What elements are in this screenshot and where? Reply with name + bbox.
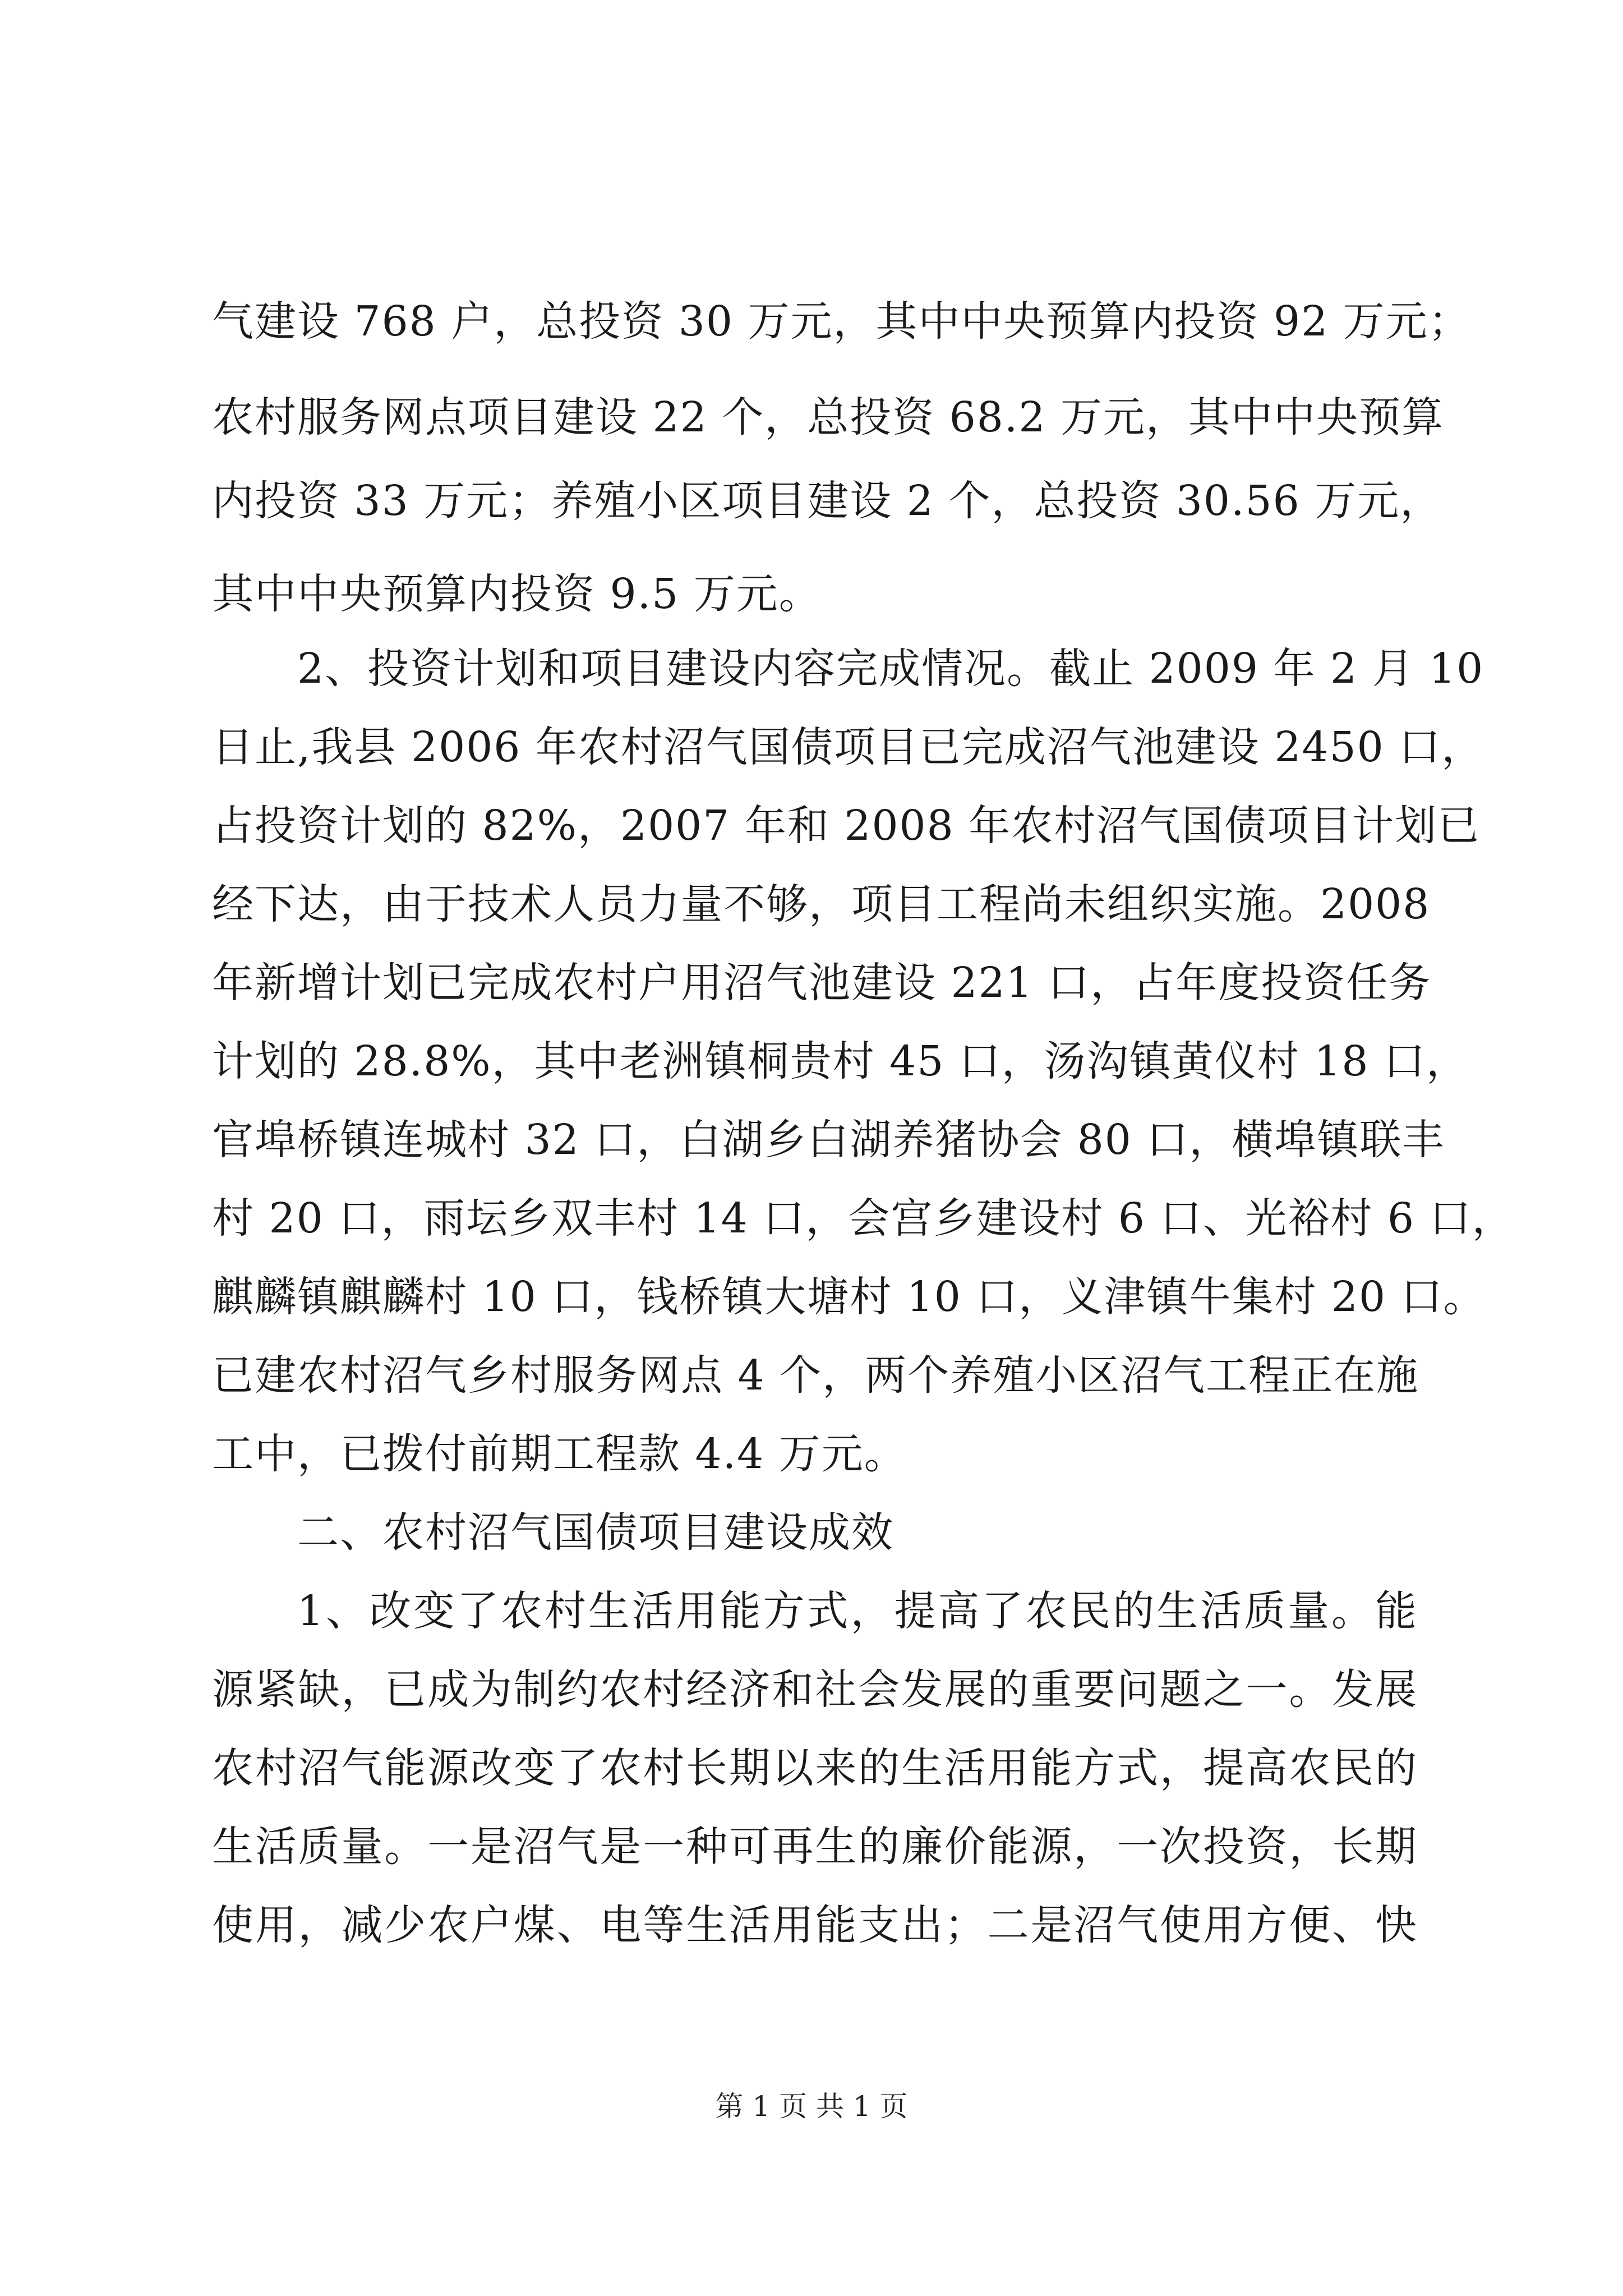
- text-line: 占投资计划的 82%，2007 年和 2008 年农村沼气国债项目计划已: [212, 802, 1481, 850]
- text-line: 计划的 28.8%，其中老洲镇桐贵村 45 口，汤沟镇黄仪村 18 口，: [212, 1037, 1469, 1085]
- paragraph-first-line: 2、投资计划和项目建设内容完成情况。截止 2009 年 2 月 10: [297, 645, 1484, 693]
- text-line: 工中，已拨付前期工程款 4.4 万元。: [212, 1430, 907, 1478]
- paragraph-first-line: 1、改变了农村生活用能方式，提高了农民的生活质量。能: [297, 1587, 1418, 1635]
- text-line: 生活质量。一是沼气是一种可再生的廉价能源，一次投资，长期: [212, 1823, 1418, 1871]
- text-line: 其中中央预算内投资 9.5 万元。: [212, 570, 822, 618]
- section-heading: 二、农村沼气国债项目建设成效: [297, 1508, 894, 1557]
- text-line: 日止,我县 2006 年农村沼气国债项目已完成沼气池建设 2450 口，: [212, 723, 1484, 771]
- text-line: 气建设 768 户，总投资 30 万元，其中中央预算内投资 92 万元；: [212, 297, 1471, 346]
- text-line: 使用，减少农户煤、电等生活用能支出；二是沼气使用方便、快: [212, 1901, 1418, 1949]
- text-line: 农村沼气能源改变了农村长期以来的生活用能方式，提高农民的: [212, 1744, 1418, 1792]
- text-line: 源紧缺，已成为制约农村经济和社会发展的重要问题之一。发展: [212, 1665, 1418, 1714]
- text-line: 已建农村沼气乡村服务网点 4 个，两个养殖小区沼气工程正在施: [212, 1351, 1419, 1400]
- text-line: 农村服务网点项目建设 22 个，总投资 68.2 万元，其中中央预算: [212, 393, 1445, 441]
- text-line: 经下达，由于技术人员力量不够，项目工程尚未组织实施。2008: [212, 880, 1431, 928]
- text-line: 官埠桥镇连城村 32 口，白湖乡白湖养猪协会 80 口，横埠镇联丰: [212, 1116, 1445, 1164]
- text-line: 内投资 33 万元；养殖小区项目建设 2 个，总投资 30.56 万元，: [212, 477, 1443, 525]
- text-line: 年新增计划已完成农村户用沼气池建设 221 口，占年度投资任务: [212, 959, 1432, 1007]
- page-number-footer: 第 1 页 共 1 页: [715, 2090, 908, 2123]
- text-line: 村 20 口，雨坛乡双丰村 14 口，会宫乡建设村 6 口、光裕村 6 口，: [212, 1194, 1515, 1243]
- text-line: 麒麟镇麒麟村 10 口，钱桥镇大塘村 10 口，义津镇牛集村 20 口。: [212, 1273, 1486, 1321]
